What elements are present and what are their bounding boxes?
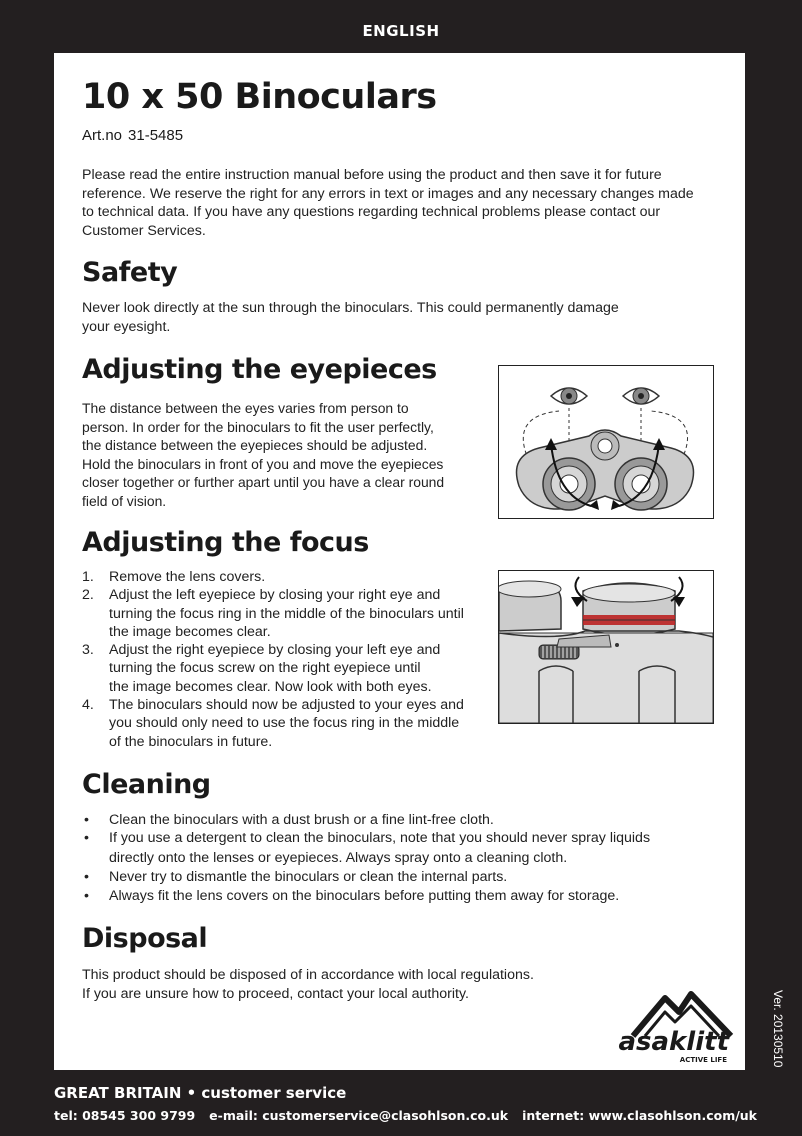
bullet: •: [84, 812, 89, 828]
eyepieces-line: closer together or further apart until you have a clear round: [82, 474, 445, 490]
step-line: turning the focus ring in the middle of the binoculars until: [109, 605, 464, 622]
bullet: •: [84, 887, 89, 904]
step-number: 4.: [82, 697, 94, 714]
cleaning-line: Never try to dismantle the binoculars or clean the internal parts.: [109, 869, 508, 886]
language-label: ENGLISH: [362, 22, 440, 40]
intro-paragraph: [82, 166, 694, 240]
footer-contact: [54, 1108, 771, 1123]
article-number-label: Art.no: [82, 127, 123, 144]
disposal-heading: Disposal: [82, 923, 208, 954]
version-text: Ver. 20130510: [771, 990, 785, 1068]
eye-icon: [551, 388, 587, 404]
list-item: [82, 586, 464, 641]
cleaning-heading: Cleaning: [82, 769, 211, 800]
cleaning-line: Always fit the lens covers on the binoculars before putting them away for storage.: [109, 887, 620, 904]
step-line: the image becomes clear. Now look with both eyes.: [109, 678, 432, 695]
step-number: 2.: [82, 587, 94, 604]
manual-page: [54, 53, 745, 1070]
svg-text:ACTIVE LIFE: ACTIVE LIFE: [679, 1056, 727, 1064]
eye-icon: [623, 388, 659, 404]
safety-heading: Safety: [82, 257, 178, 288]
cleaning-list: [82, 811, 650, 905]
article-number-value: 31-5485: [128, 127, 184, 144]
bullet: •: [84, 869, 89, 886]
footer-tel: tel: 08545 300 9799: [54, 1108, 196, 1123]
list-item: [82, 696, 464, 751]
product-title: 10 x 50 Binoculars: [82, 77, 437, 117]
step-line: Adjust the left eyepiece by closing your right eye and: [109, 587, 441, 604]
focus-heading: Adjusting the focus: [82, 527, 369, 558]
safety-line: your eyesight.: [82, 318, 171, 335]
step-number: 1.: [82, 569, 94, 585]
footer-internet: internet: www.clasohlson.com/uk: [522, 1108, 757, 1123]
intro-line: to technical data. If you have any questions regarding technical problems please contact our: [82, 204, 661, 220]
cleaning-line: If you use a detergent to clean the binoculars, note that you should never spray liquids: [109, 830, 651, 847]
binoculars-eyes-illustration: [499, 366, 713, 518]
disposal-line: If you are unsure how to proceed, contact your local authority.: [82, 985, 469, 1002]
list-item: [82, 641, 464, 696]
list-item: [82, 568, 464, 586]
safety-paragraph: [82, 299, 619, 336]
step-line: you should only need to use the focus ring in the middle: [109, 715, 460, 732]
article-number: [82, 127, 183, 144]
eyepieces-line: the distance between the eyepieces should be adjusted.: [82, 437, 428, 453]
focus-steps-list: [82, 568, 464, 751]
step-line: of the binoculars in future.: [109, 733, 273, 750]
step-line: turning the focus screw on the right eyepiece until: [109, 660, 421, 677]
cleaning-line: directly onto the lenses or eyepieces. Always spray onto a cleaning cloth.: [109, 849, 568, 866]
binoculars-focus-illustration: [499, 571, 713, 723]
cleaning-line: Clean the binoculars with a dust brush or a fine lint-free cloth.: [109, 812, 494, 828]
step-line: Adjust the right eyepiece by closing your left eye and: [109, 642, 441, 659]
step-number: 3.: [82, 642, 94, 659]
eyepiece-adjustment-figure: [498, 365, 714, 519]
disposal-line: This product should be disposed of in accordance with local regulations.: [82, 967, 534, 983]
safety-line: Never look directly at the sun through the binoculars. This could permanently damage: [82, 300, 619, 316]
asaklitt-logo: [609, 988, 739, 1068]
eyepieces-line: Hold the binoculars in front of you and move the eyepieces: [82, 455, 444, 472]
version-label: [766, 990, 786, 1080]
bullet: •: [84, 830, 89, 847]
footer-email: e-mail: customerservice@clasohlson.co.uk: [209, 1108, 509, 1123]
list-item: [82, 887, 650, 905]
list-item: [82, 811, 650, 829]
intro-line: Customer Services.: [82, 222, 206, 239]
footer-country-line: GREAT BRITAIN • customer service: [54, 1084, 347, 1102]
step-line: the image becomes clear.: [109, 623, 271, 640]
footer: [54, 1084, 771, 1123]
list-item: [82, 868, 650, 886]
focus-adjustment-figure: [498, 570, 714, 724]
eyepieces-line: The distance between the eyes varies from person to: [82, 400, 409, 416]
disposal-paragraph: [82, 966, 534, 1003]
eyepieces-line: person. In order for the binoculars to fit the user perfectly,: [82, 418, 434, 435]
intro-line: reference. We reserve the right for any errors in text or images and any necessary changes made: [82, 185, 694, 202]
eyepieces-heading: Adjusting the eyepieces: [82, 354, 437, 385]
step-line: The binoculars should now be adjusted to your eyes and: [109, 697, 464, 714]
list-item: [82, 829, 650, 868]
svg-text:asaklitt: asaklitt: [618, 1027, 729, 1057]
eyepieces-paragraph: [82, 399, 444, 510]
eyepieces-line: field of vision.: [82, 492, 167, 509]
step-line: Remove the lens covers.: [109, 569, 266, 585]
intro-line: Please read the entire instruction manual before using the product and then save it for future: [82, 167, 662, 183]
